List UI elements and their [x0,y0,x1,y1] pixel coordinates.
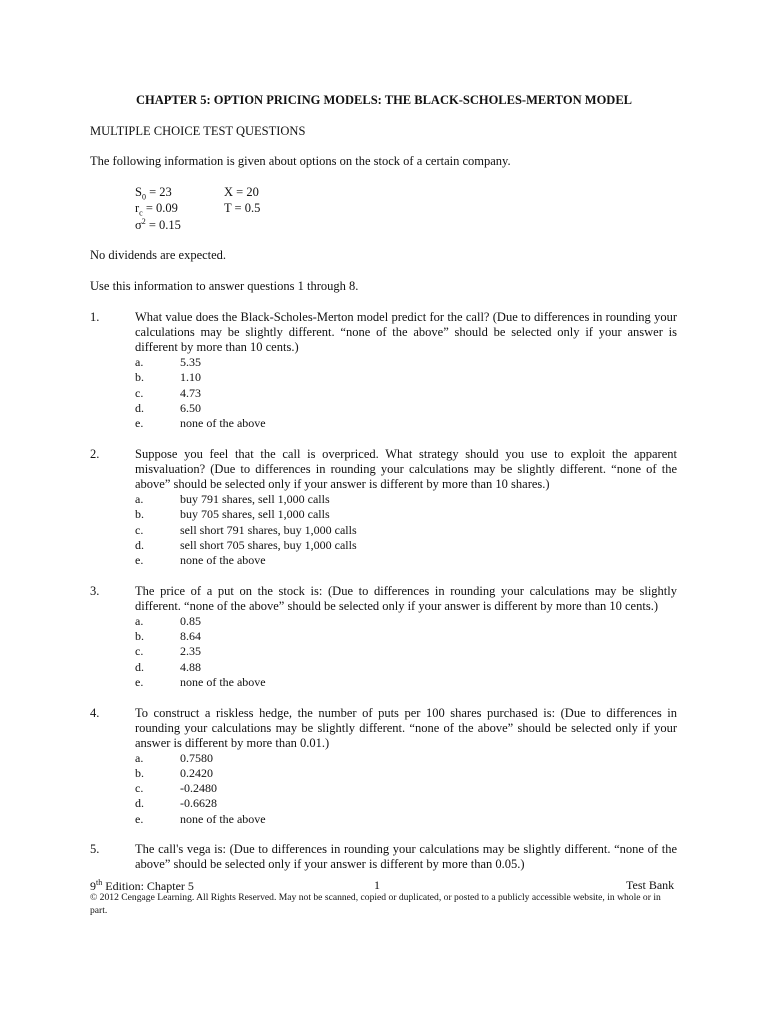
option-text: 0.7580 [180,751,213,765]
option-text: 4.88 [180,660,201,674]
no-dividends-text: No dividends are expected. [90,248,227,262]
option-letter: d. [135,401,144,415]
option-text: sell short 791 shares, buy 1,000 calls [180,523,357,537]
option-letter: e. [135,553,144,567]
section-heading: MULTIPLE CHOICE TEST QUESTIONS [90,124,306,138]
intro-text: The following information is given about options on the stock of a certain company. [90,154,511,168]
option-letter: d. [135,538,144,552]
use-info-text: Use this information to answer questions 1 through 8. [90,279,359,293]
option-text: none of the above [180,416,266,430]
option-text: 0.2420 [180,766,213,780]
question-text: The price of a put on the stock is: (Due to differences in rounding your calculations may be slightly different. “none of the above” should be selected only if your answer is different by more than 10 cents.) [135,584,677,614]
question-text: Suppose you feel that the call is overpriced. What strategy should you use to exploit the apparent misvaluation? (Due to differences in rounding your calculations may be slightly different. “none of the above” should be selected only if your answer is different by more than 10 shares.) [135,447,677,492]
option-letter: e. [135,416,144,430]
option-text: buy 791 shares, sell 1,000 calls [180,492,330,506]
option-text: none of the above [180,675,266,689]
question-number: 4. [90,706,100,720]
option-text: 4.73 [180,386,201,400]
option-text: buy 705 shares, sell 1,000 calls [180,507,330,521]
option-text: 8.64 [180,629,201,643]
option-letter: a. [135,492,144,506]
option-text: none of the above [180,553,266,567]
given-sigma: $\sigma^2 = 0.15$ [135,217,181,233]
question-text: To construct a riskless hedge, the number of puts per 100 shares purchased is: (Due to differences in rounding your calculations may be slightly different. “none of the above” should be selected only if your answer is different by more than 0.01.) [135,706,677,751]
option-text: -0.6628 [180,796,217,810]
option-letter: b. [135,766,144,780]
option-text: 1.10 [180,370,201,384]
option-text: -0.2480 [180,781,217,795]
option-letter: e. [135,812,144,826]
option-text: 0.85 [180,614,201,628]
option-text: none of the above [180,812,266,826]
option-text: 5.35 [180,355,201,369]
question-text: What value does the Black-Scholes-Merton model predict for the call? (Due to differences in rounding your calculations may be slightly different. “none of the above” should be selected only if your answer is different by more than 10 cents.) [135,310,677,355]
option-text: 2.35 [180,644,201,658]
option-letter: d. [135,796,144,810]
copyright-notice: © 2012 Cengage Learning. All Rights Reserved. May not be scanned, copied or duplicated, or posted to a publicly accessible website, in whole or in part. [90,892,661,916]
option-letter: c. [135,781,144,795]
footer-edition: 9th Edition: Chapter 5 [90,878,194,893]
question-number: 1. [90,310,100,324]
option-letter: c. [135,386,144,400]
question-number: 3. [90,584,100,598]
question-text: The call's vega is: (Due to differences in rounding your calculations may be slightly different. “none of the above” should be selected only if your answer is different by more than 0.05.) [135,842,677,872]
option-letter: e. [135,675,144,689]
option-text: sell short 705 shares, buy 1,000 calls [180,538,357,552]
question-number: 5. [90,842,100,856]
footer-test-bank: Test Bank [626,878,675,892]
given-x: X = 20 [224,185,259,199]
option-letter: c. [135,523,144,537]
option-letter: b. [135,370,144,384]
option-letter: c. [135,644,144,658]
question-number: 2. [90,447,100,461]
option-letter: d. [135,660,144,674]
chapter-title: CHAPTER 5: OPTION PRICING MODELS: THE BLACK-SCHOLES-MERTON MODEL [135,93,633,107]
option-letter: b. [135,507,144,521]
option-letter: a. [135,355,144,369]
option-letter: b. [135,629,144,643]
option-text: 6.50 [180,401,201,415]
option-letter: a. [135,751,144,765]
given-s0: $S_0 = 23$ [135,185,172,202]
option-letter: a. [135,614,144,628]
page-number: 1 [374,878,380,892]
given-t: T = 0.5 [224,201,261,215]
given-rc: $r_c = 0.09$ [135,201,178,218]
